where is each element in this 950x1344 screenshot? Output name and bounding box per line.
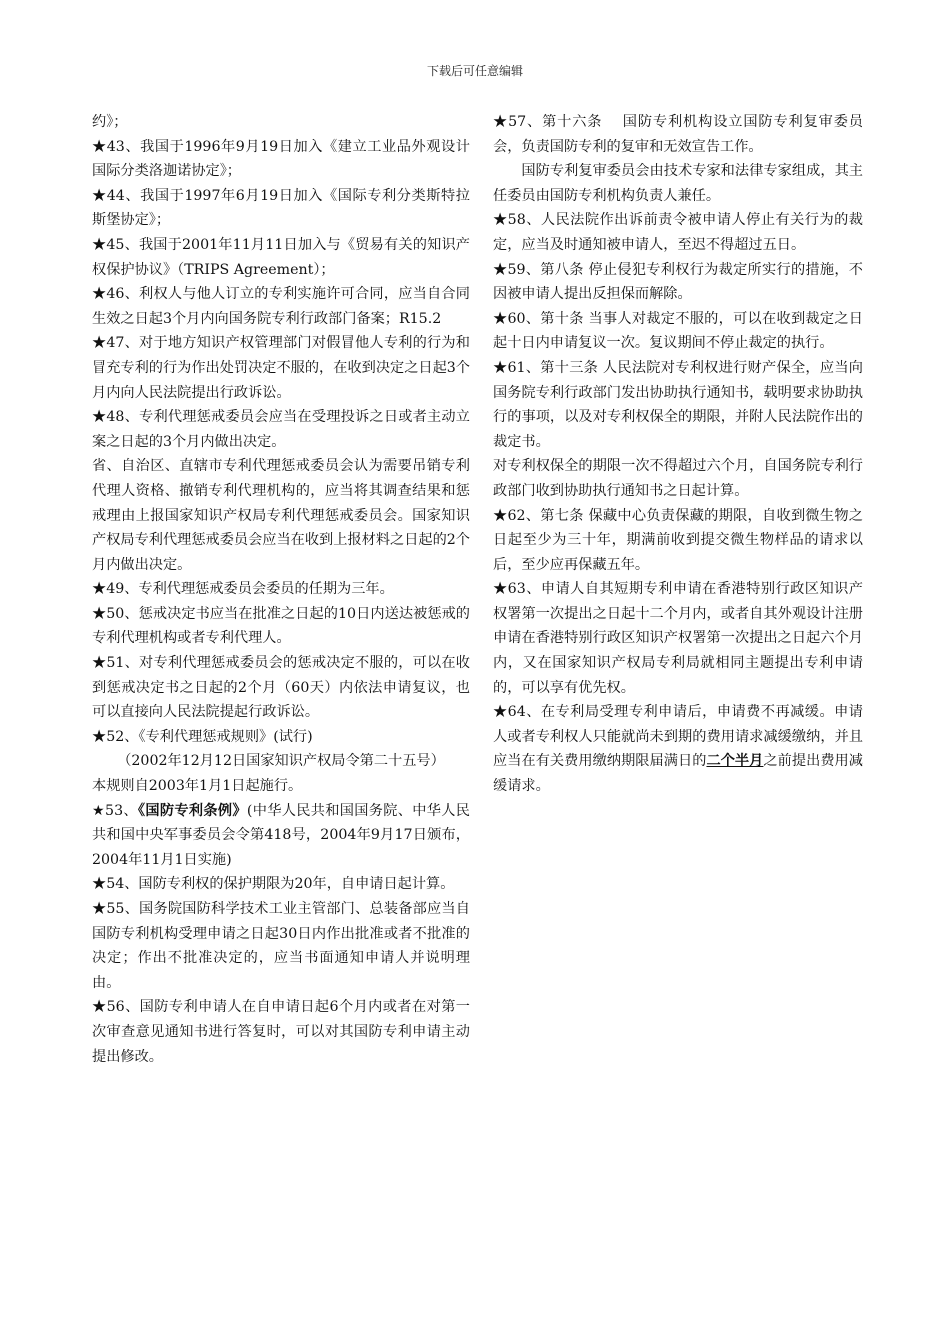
item-61: ★61、第十三条 人民法院对专利权进行财产保全，应当向国务院专利行政部门发出协助执行通知书，载明要求协助执行的事项，以及对专利权保全的期限，并附人民法院作出的裁定书。 bbox=[493, 359, 863, 450]
item-46: ★46、利权人与他人订立的专利实施许可合同，应当自合同生效之日起3个月内向国务院专利行政部门备案；R15.2 bbox=[92, 286, 470, 327]
item-48-detail: 省、自治区、直辖市专利代理惩戒委员会认为需要吊销专利代理人资格、撤销专利代理机构的，应当将其调查结果和惩戒理由上报国家知识产权局专利代理惩戒委员会。国家知识产权局专利代理惩戒委员会应当在收到上报材料之日起的2个月内做出决定。 bbox=[92, 458, 470, 573]
item-52-decree: （2002年12月12日国家知识产权局令第二十五号） bbox=[117, 753, 445, 770]
item-45: ★45、我国于2001年11月11日加入与《贸易有关的知识产权保护协议》（TRIPS Agreement）； bbox=[92, 236, 470, 278]
item-53-prefix: ★53、 bbox=[92, 802, 138, 819]
item-58: ★58、人民法院作出诉前责令被申请人停止有关行为的裁定，应当及时通知被申请人，至迟不得超过五日。 bbox=[493, 212, 863, 253]
item-49: ★49、专利代理惩戒委员会委员的任期为三年。 bbox=[92, 581, 394, 598]
item-43: ★43、我国于1996年9月19日加入《建立工业品外观设计国际分类洛迦诺协定》； bbox=[92, 138, 470, 180]
item-64-emphasis: 二个半月 bbox=[706, 753, 764, 770]
item-57: ★57、第十六条 国防专利机构设立国防专利复审委员会，负责国防专利的复审和无效宣告工作。 bbox=[493, 114, 863, 155]
item-61-detail: 对专利权保全的期限一次不得超过六个月，自国务院专利行政部门收到协助执行通知书之日起计算。 bbox=[493, 458, 863, 499]
right-column bbox=[493, 110, 863, 799]
item-63: ★63、申请人自其短期专利申请在香港特别行政区知识产权署第一次提出之日起十二个月内，或者自其外观设计注册申请在香港特别行政区知识产权署第一次提出之日起六个月内，又在国家知识产权局专利局就相同主题提出专利申请的，可以享有优先权。 bbox=[493, 581, 863, 696]
item-53-title: 《国防专利条例》 bbox=[137, 802, 247, 819]
item-50: ★50、惩戒决定书应当在批准之日起的10日内送达被惩戒的专利代理机构或者专利代理人。 bbox=[92, 605, 470, 647]
item-44: ★44、我国于1997年6月19日加入《国际专利分类斯特拉斯堡协定》； bbox=[92, 187, 470, 229]
item-48: ★48、专利代理惩戒委员会应当在受理投诉之日或者主动立案之日起的3个月内做出决定。 bbox=[92, 409, 470, 450]
left-column bbox=[92, 110, 470, 1069]
item-64-end: 之前提出费用减缓请求。 bbox=[493, 753, 863, 795]
item-54: ★54、国防专利权的保护期限为20年，自申请日起计算。 bbox=[92, 876, 455, 893]
paragraph-cont: 约》； bbox=[92, 114, 128, 130]
item-51: ★51、对专利代理惩戒委员会的惩戒决定不服的，可以在收到惩戒决定书之日起的2个月（60天）内依法申请复议，也可以直接向人民法院提起行政诉讼。 bbox=[92, 655, 470, 721]
item-52-effective: 本规则自2003年1月1日起施行。 bbox=[92, 778, 303, 795]
item-64 bbox=[493, 700, 863, 798]
item-62: ★62、第七条 保藏中心负责保藏的期限，自收到微生物之日起至少为三十年，期满前收到提交微生物样品的请求以后，至少应再保藏五年。 bbox=[493, 507, 863, 573]
item-56: ★56、国防专利申请人在自申请日起6个月内或者在对第一次审查意见通知书进行答复时，可以对其国防专利申请主动提出修改。 bbox=[92, 999, 470, 1065]
item-47: ★47、对于地方知识产权管理部门对假冒他人专利的行为和冒充专利的行为作出处罚决定不服的，在收到决定之日起3个月内向人民法院提出行政诉讼。 bbox=[92, 335, 470, 401]
item-60: ★60、第十条 当事人对裁定不服的，可以在收到裁定之日起十日内申请复议一次。复议期间不停止裁定的执行。 bbox=[493, 310, 863, 352]
item-53 bbox=[92, 799, 470, 873]
page-header: 下载后可任意编辑 bbox=[426, 64, 523, 78]
item-59: ★59、第八条 停止侵犯专利权行为裁定所实行的措施，不因被申请人提出反担保而解除。 bbox=[493, 261, 863, 303]
item-55: ★55、国务院国防科学技术工业主管部门、总装备部应当自国防专利机构受理申请之日起30日内作出批准或者不批准的决定；作出不批准决定的，应当书面通知申请人并说明理由。 bbox=[92, 901, 470, 991]
item-64-text: ★64、在专利局受理专利申请后，申请费不再减缓。申请人或者专利权人只能就尚未到期的费用请求减缓缴纳，并且应当在有关费用缴纳期限届满日的 bbox=[493, 704, 863, 770]
item-57-detail: 国防专利复审委员会由技术专家和法律专家组成，其主任委员由国防专利机构负责人兼任。 bbox=[493, 163, 863, 204]
item-53-rest: (中华人民共和国国务院、中华人民共和国中央军事委员会令第418号，2004年9月17日颁布，2004年11月1日实施) bbox=[92, 802, 470, 868]
item-52: ★52、《专利代理惩戒规则》(试行) bbox=[92, 728, 313, 745]
